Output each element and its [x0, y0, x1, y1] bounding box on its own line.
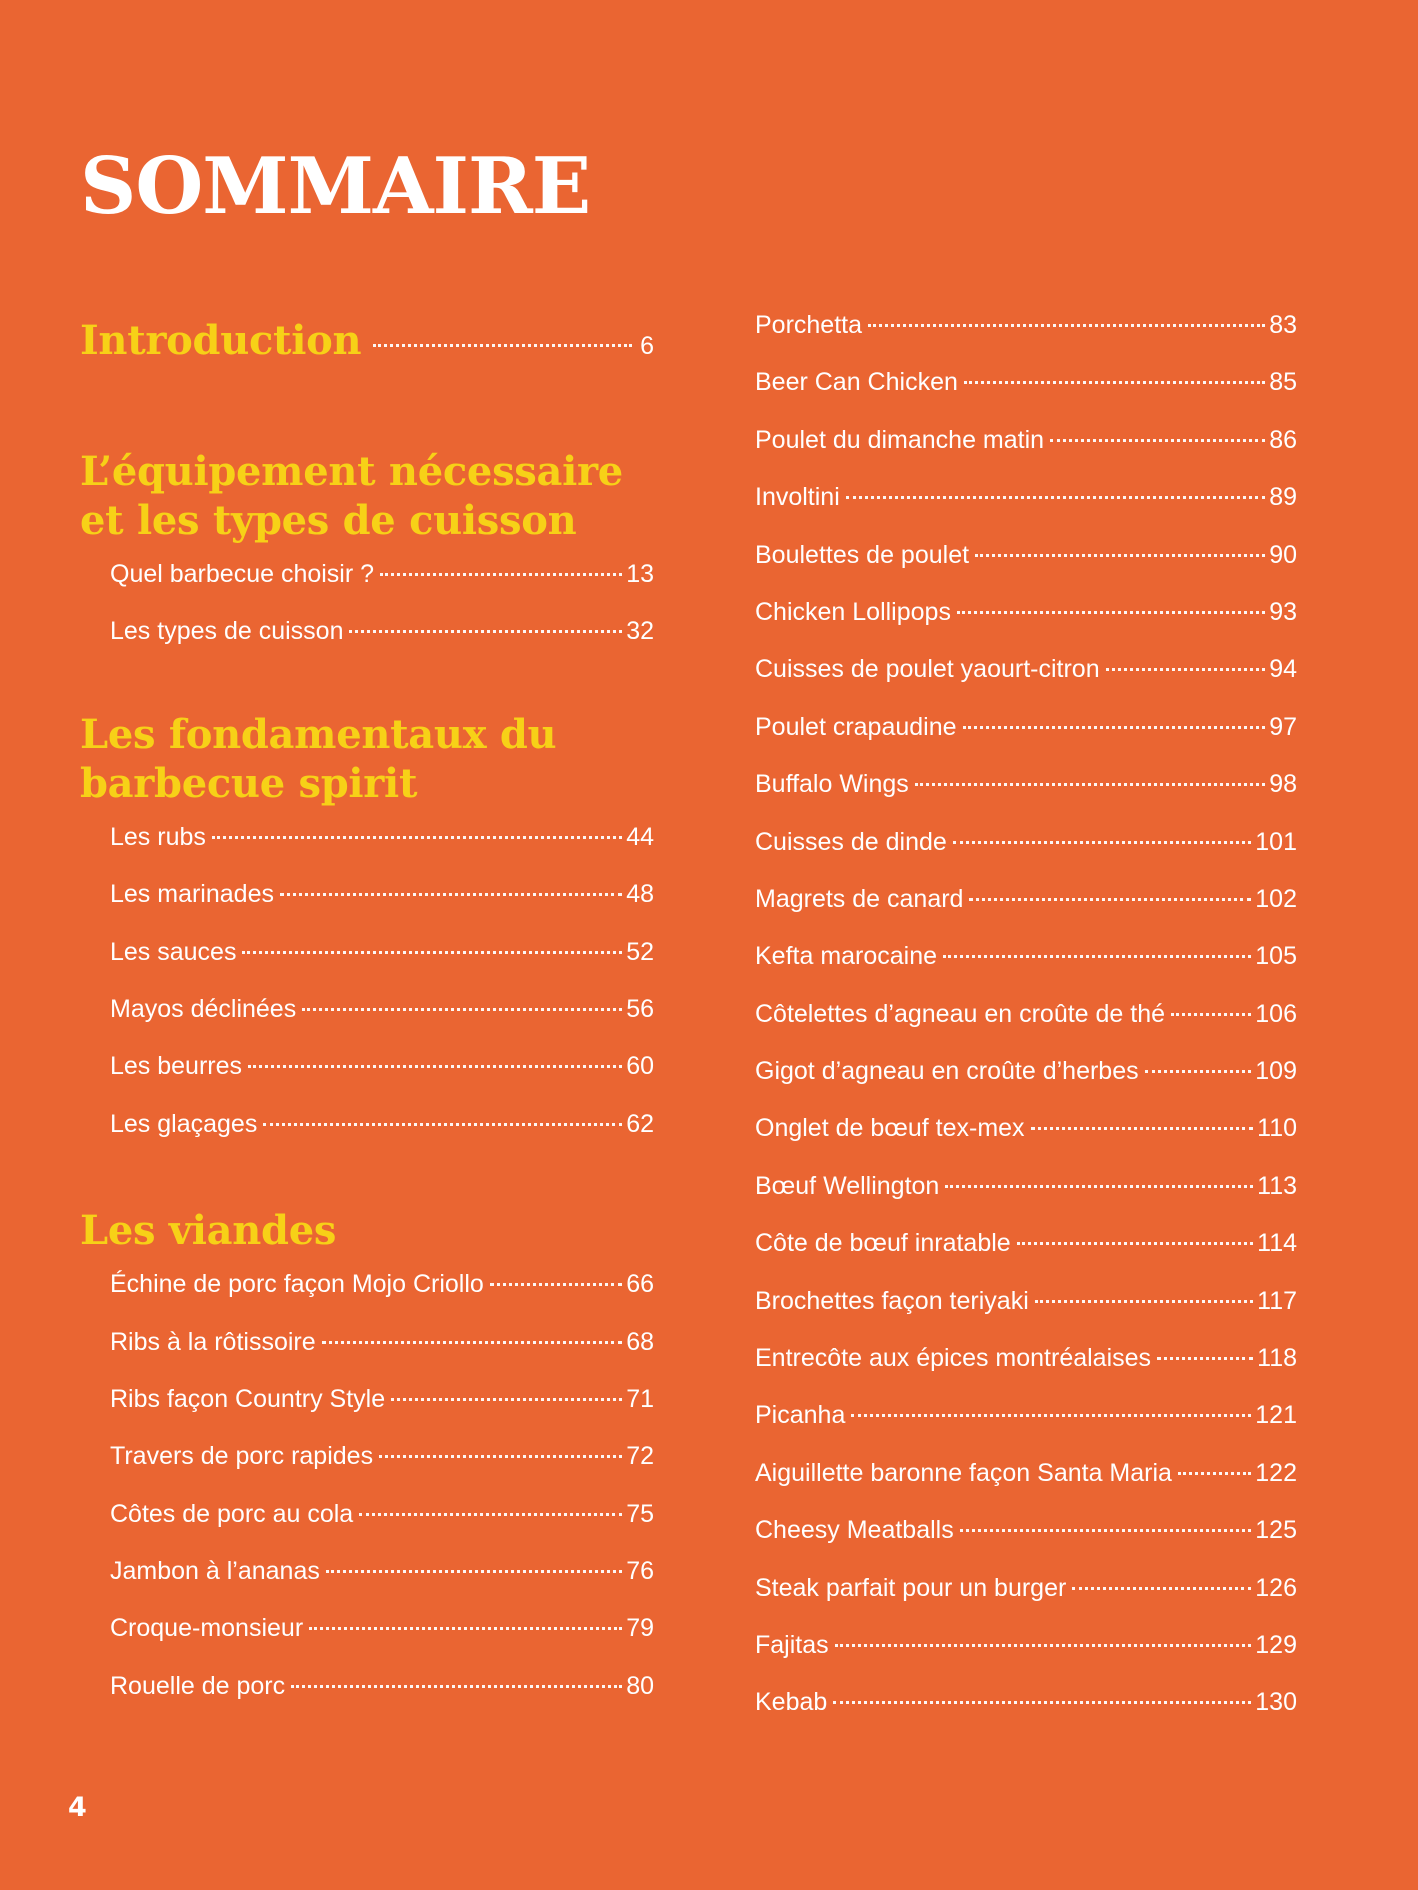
entry-label: Gigot d’agneau en croûte d’herbes — [755, 1057, 1139, 1086]
toc-entry[interactable] — [110, 1441, 654, 1498]
dot-leader — [326, 1570, 622, 1573]
page-number: 32 — [626, 617, 654, 646]
dot-leader — [373, 344, 632, 347]
dot-leader — [322, 1341, 623, 1344]
entry-label: Travers de porc rapides — [110, 1442, 374, 1471]
entry-label: Mayos déclinées — [110, 994, 297, 1023]
entry-label: Steak parfait pour un burger — [755, 1573, 1067, 1602]
page-number: 110 — [1257, 1114, 1297, 1143]
toc-entry[interactable] — [110, 937, 654, 994]
section-heading: Introduction — [80, 317, 362, 364]
toc-entry[interactable] — [110, 822, 654, 879]
page-folio: 4 — [68, 1792, 87, 1823]
toc-entry[interactable] — [755, 1056, 1297, 1113]
page-number: 86 — [1269, 425, 1297, 454]
toc-entry[interactable] — [110, 616, 654, 673]
page-number: 105 — [1255, 942, 1297, 971]
section-heading-line: Les fondamentaux du — [80, 710, 557, 758]
entry-label: Les beurres — [110, 1052, 243, 1081]
page-number: 126 — [1255, 1573, 1297, 1602]
toc-entry[interactable] — [755, 1343, 1297, 1400]
entry-label: Côtes de porc au cola — [110, 1499, 354, 1528]
entry-label: Beer Can Chicken — [755, 368, 958, 397]
page-title: SOMMAIRE — [80, 141, 591, 232]
page-number: 89 — [1269, 483, 1297, 512]
toc-entry[interactable] — [755, 769, 1297, 826]
entry-label: Jambon à l’ananas — [110, 1557, 320, 1586]
toc-entry[interactable] — [755, 884, 1297, 941]
section-heading — [80, 710, 654, 808]
section-heading-line: barbecue spirit — [80, 759, 418, 807]
dot-leader — [963, 726, 1266, 729]
dot-leader — [302, 1008, 622, 1011]
page-number: 68 — [626, 1327, 654, 1356]
dot-leader — [380, 573, 622, 576]
toc-right-column — [755, 310, 1297, 1745]
page-number: 125 — [1255, 1516, 1297, 1545]
entry-label: Bœuf Wellington — [755, 1171, 940, 1200]
dot-leader — [851, 1414, 1251, 1417]
page-number: 117 — [1257, 1286, 1297, 1315]
dot-leader — [1072, 1587, 1251, 1590]
toc-entry[interactable] — [755, 425, 1297, 482]
page-number: 90 — [1269, 540, 1297, 569]
entry-label: Croque-monsieur — [110, 1614, 304, 1643]
page-number: 102 — [1255, 884, 1297, 913]
dot-leader — [280, 893, 622, 896]
toc-entry[interactable] — [755, 1228, 1297, 1285]
toc-entry[interactable] — [755, 1458, 1297, 1515]
dot-leader — [957, 611, 1265, 614]
toc-entry[interactable] — [755, 1400, 1297, 1457]
page-number: 106 — [1255, 999, 1297, 1028]
entry-label: Entrecôte aux épices montréalaises — [755, 1344, 1152, 1373]
entry-label: Ribs façon Country Style — [110, 1384, 386, 1413]
entry-label: Les marinades — [110, 880, 274, 909]
page-number: 109 — [1255, 1057, 1297, 1086]
toc-entry[interactable] — [110, 559, 654, 616]
dot-leader — [964, 381, 1265, 384]
page-number: 56 — [626, 994, 654, 1023]
entry-label: Côtelettes d’agneau en croûte de thé — [755, 999, 1166, 1028]
toc-entry[interactable] — [755, 1171, 1297, 1228]
entry-label: Magrets de canard — [755, 884, 964, 913]
page-number: 60 — [626, 1052, 654, 1081]
toc-entry[interactable] — [755, 1515, 1297, 1572]
entry-label: Les glaçages — [110, 1109, 258, 1138]
entry-label: Chicken Lollipops — [755, 597, 951, 626]
entry-label: Kebab — [755, 1688, 828, 1717]
toc-entry[interactable] — [110, 1109, 654, 1166]
entry-label: Rouelle de porc — [110, 1671, 286, 1700]
dot-leader — [868, 324, 1265, 327]
dot-leader — [291, 1685, 622, 1688]
toc-entry-introduction[interactable] — [80, 316, 654, 365]
page-number: 130 — [1255, 1688, 1297, 1717]
toc-entry[interactable] — [755, 1286, 1297, 1343]
entry-label: Kefta marocaine — [755, 942, 938, 971]
dot-leader — [915, 783, 1265, 786]
dot-leader — [1106, 668, 1266, 671]
entry-label: Boulettes de poulet — [755, 540, 970, 569]
page-number: 118 — [1257, 1344, 1297, 1373]
page-number: 85 — [1269, 368, 1297, 397]
toc-entry[interactable] — [755, 712, 1297, 769]
entry-label: Onglet de bœuf tex-mex — [755, 1114, 1025, 1143]
page-number: 101 — [1255, 827, 1297, 856]
dot-leader — [490, 1283, 622, 1286]
page-number: 72 — [626, 1442, 654, 1471]
entry-label: Ribs à la rôtissoire — [110, 1327, 316, 1356]
entry-label: Involtini — [755, 483, 840, 512]
toc-entry[interactable] — [755, 1630, 1297, 1687]
dot-leader — [212, 836, 622, 839]
page-number: 114 — [1257, 1229, 1297, 1258]
entry-label: Aiguillette baronne façon Santa Maria — [755, 1458, 1172, 1487]
page-number: 93 — [1269, 597, 1297, 626]
dot-leader — [846, 496, 1265, 499]
dot-leader — [359, 1513, 622, 1516]
entry-label: Porchetta — [755, 311, 863, 339]
dot-leader — [1157, 1357, 1253, 1360]
page-number: 62 — [626, 1109, 654, 1138]
page-number: 48 — [626, 880, 654, 909]
entry-label: Poulet du dimanche matin — [755, 425, 1045, 454]
dot-leader — [953, 841, 1251, 844]
entry-label: Les sauces — [110, 937, 237, 966]
section-heading-line: et les types de cuisson — [80, 497, 577, 544]
dot-leader — [945, 1185, 1253, 1188]
dot-leader — [833, 1701, 1251, 1704]
section-heading — [80, 447, 654, 545]
entry-label: Les rubs — [110, 822, 206, 851]
entry-label: Poulet crapaudine — [755, 712, 957, 741]
page-number: 76 — [626, 1557, 654, 1586]
page-number: 94 — [1269, 655, 1297, 684]
dot-leader — [835, 1644, 1252, 1647]
toc-entry[interactable] — [110, 1269, 654, 1326]
section-heading: Les viandes — [80, 1207, 337, 1255]
page-number: 129 — [1255, 1630, 1297, 1659]
dot-leader — [263, 1123, 622, 1126]
dot-leader — [1035, 1300, 1253, 1303]
toc-entry-list — [80, 1269, 654, 1728]
dot-leader — [1050, 439, 1265, 442]
toc-entry[interactable] — [110, 1051, 654, 1108]
entry-label: Cuisses de dinde — [755, 827, 947, 856]
entry-label: Les types de cuisson — [110, 617, 344, 646]
toc-entry[interactable] — [755, 1113, 1297, 1170]
page-number: 122 — [1255, 1458, 1297, 1487]
toc-section-introduction — [80, 316, 654, 365]
entry-label: Cuisses de poulet yaourt-citron — [755, 655, 1100, 684]
entry-label: Quel barbecue choisir ? — [110, 560, 375, 588]
page-number: 79 — [626, 1614, 654, 1643]
dot-leader — [349, 630, 622, 633]
toc-entry[interactable] — [755, 367, 1297, 424]
dot-leader — [969, 898, 1251, 901]
dot-leader — [1031, 1127, 1254, 1130]
toc-section-equipement — [80, 447, 654, 674]
toc-entry[interactable] — [755, 310, 1297, 367]
toc-entry-list — [755, 310, 1297, 1745]
page-number: 83 — [1269, 311, 1297, 339]
dot-leader — [242, 951, 622, 954]
entry-label: Côte de bœuf inratable — [755, 1229, 1011, 1258]
page-number: 52 — [626, 937, 654, 966]
toc-entry-list — [80, 822, 654, 1166]
page-number: 98 — [1269, 770, 1297, 799]
dot-leader — [391, 1398, 622, 1401]
entry-label: Échine de porc façon Mojo Criollo — [110, 1270, 484, 1299]
page-number: 44 — [626, 822, 654, 851]
toc-entry[interactable] — [755, 540, 1297, 597]
toc-entry[interactable] — [110, 1499, 654, 1556]
toc-entry[interactable] — [110, 1556, 654, 1613]
toc-entry[interactable] — [755, 654, 1297, 711]
toc-entry[interactable] — [755, 827, 1297, 884]
page-number: 66 — [626, 1270, 654, 1299]
dot-leader — [943, 955, 1251, 958]
toc-entry[interactable] — [110, 1671, 654, 1728]
entry-label: Buffalo Wings — [755, 770, 909, 799]
dot-leader — [1017, 1242, 1253, 1245]
toc-section-viandes — [80, 1206, 654, 1728]
dot-leader — [1178, 1472, 1251, 1475]
toc-entry[interactable] — [755, 941, 1297, 998]
dot-leader — [960, 1529, 1252, 1532]
page-number: 71 — [626, 1384, 654, 1413]
toc-entry[interactable] — [755, 1573, 1297, 1630]
page-number: 113 — [1257, 1171, 1297, 1200]
toc-entry[interactable] — [110, 1613, 654, 1670]
toc-entry[interactable] — [755, 482, 1297, 539]
dot-leader — [248, 1065, 622, 1068]
page-number: 80 — [626, 1671, 654, 1700]
entry-label: Picanha — [755, 1401, 846, 1430]
toc-entry[interactable] — [110, 1327, 654, 1384]
dot-leader — [379, 1455, 622, 1458]
toc-entry[interactable] — [755, 1687, 1297, 1744]
entry-label: Fajitas — [755, 1630, 829, 1659]
section-heading-line: L’équipement nécessaire — [80, 448, 623, 495]
toc-entry[interactable] — [755, 597, 1297, 654]
page-number: 6 — [640, 332, 654, 360]
page-number: 13 — [626, 560, 654, 588]
toc-section-fondamentaux — [80, 710, 654, 1166]
dot-leader — [975, 554, 1265, 557]
page-number: 75 — [626, 1499, 654, 1528]
page-number: 121 — [1255, 1401, 1297, 1430]
toc-entry[interactable] — [755, 999, 1297, 1056]
dot-leader — [1171, 1013, 1251, 1016]
dot-leader — [309, 1627, 622, 1630]
toc-entry[interactable] — [110, 1384, 654, 1441]
toc-entry[interactable] — [110, 879, 654, 936]
entry-label: Cheesy Meatballs — [755, 1516, 954, 1545]
toc-left-column — [80, 316, 654, 1728]
page-number: 97 — [1269, 712, 1297, 741]
toc-entry[interactable] — [110, 994, 654, 1051]
toc-entry-list — [80, 559, 654, 674]
dot-leader — [1145, 1070, 1252, 1073]
entry-label: Brochettes façon teriyaki — [755, 1286, 1029, 1315]
